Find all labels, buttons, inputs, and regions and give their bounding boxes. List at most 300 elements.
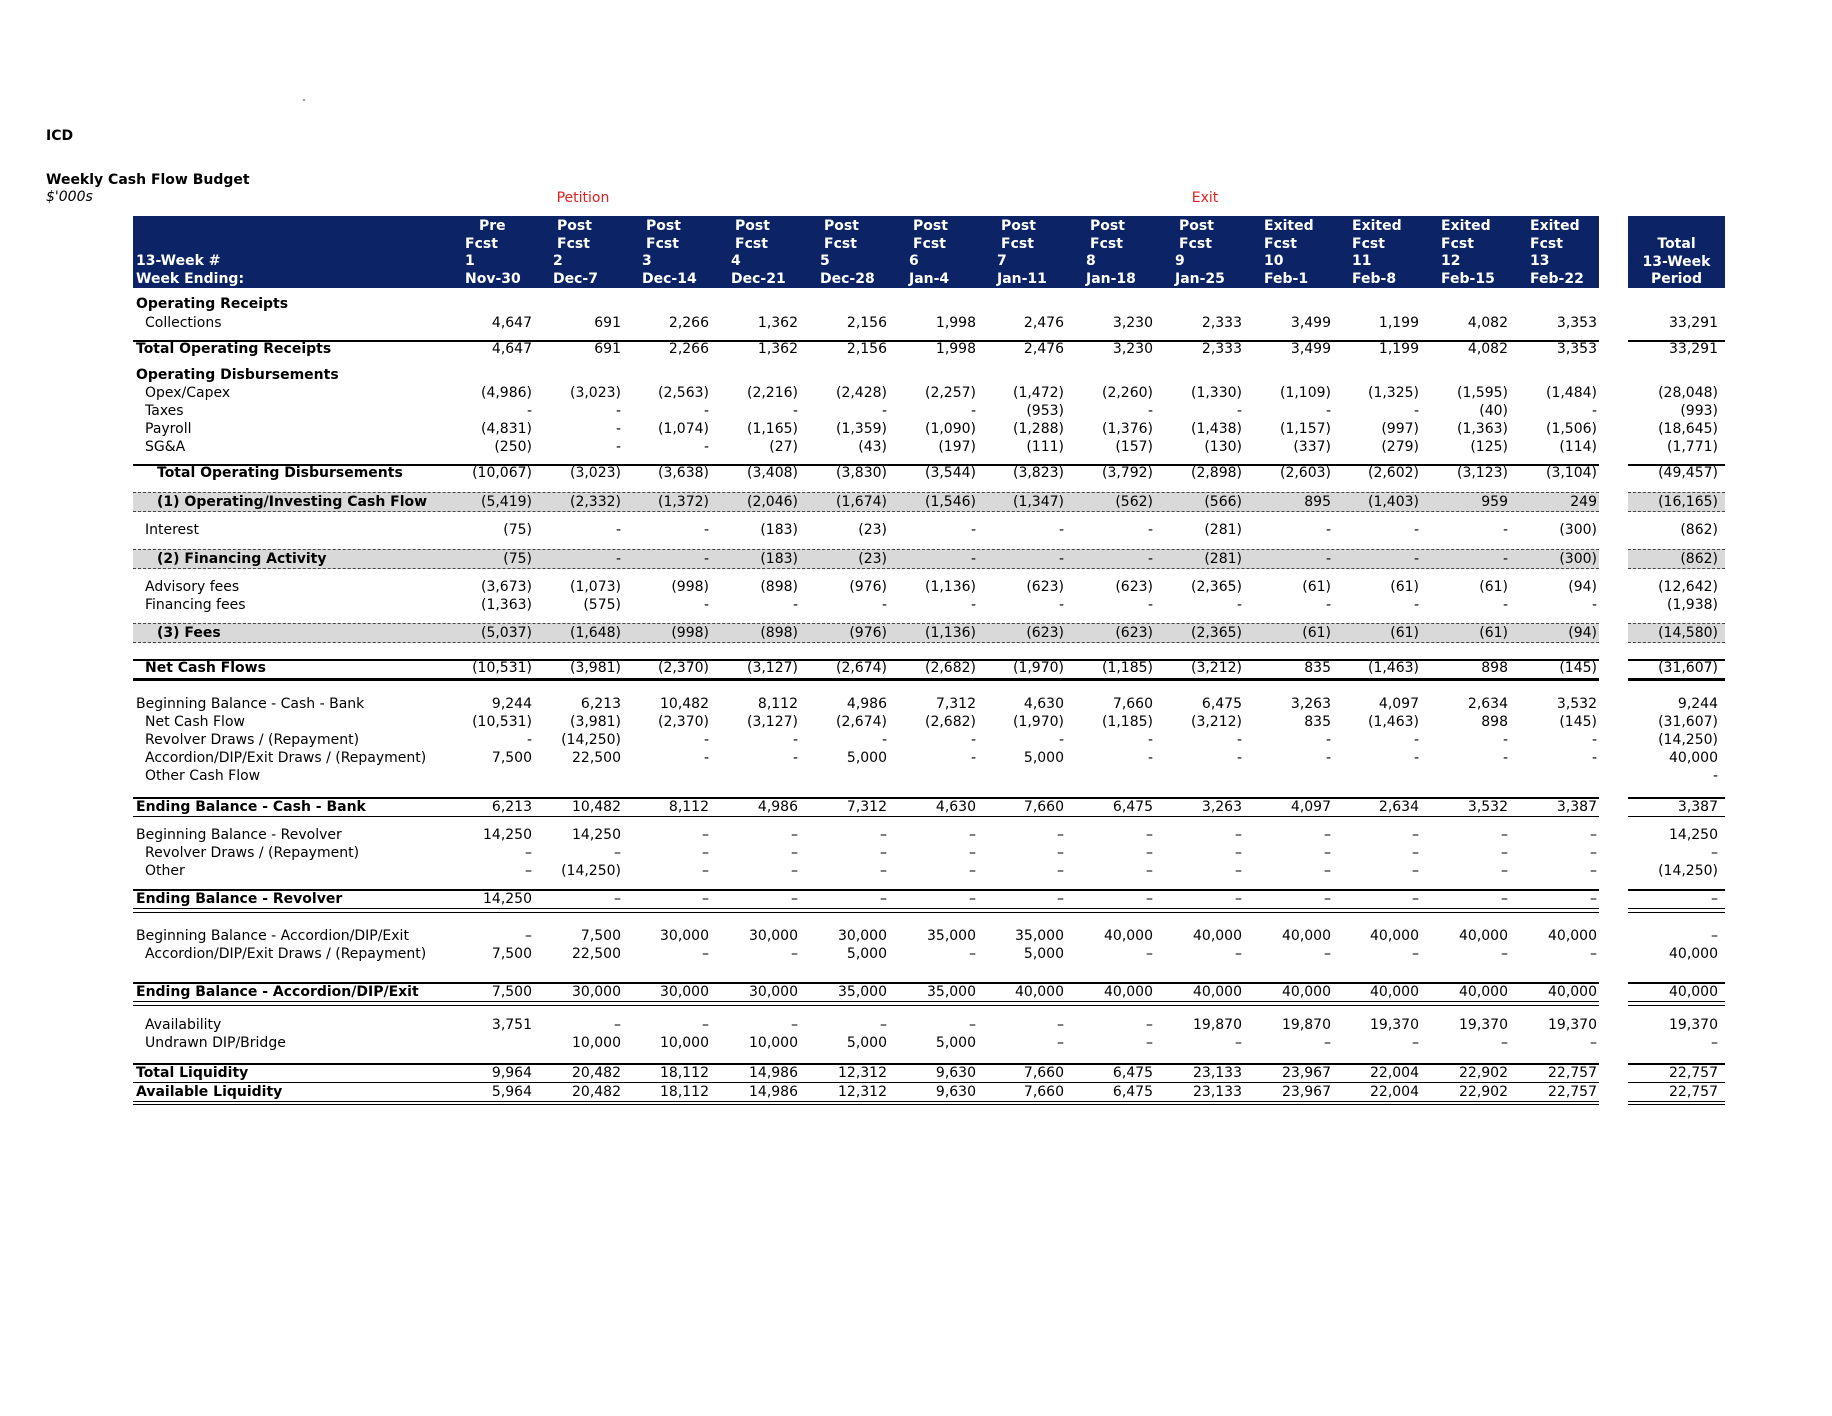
row-cell: (1,363) xyxy=(480,597,532,613)
row-cell: – xyxy=(880,827,887,843)
row-cell: 7,312 xyxy=(846,799,887,815)
row-cell: – xyxy=(702,1017,709,1033)
row-label: Ending Balance - Revolver xyxy=(136,891,343,907)
row-label: Net Cash Flows xyxy=(145,660,266,676)
row-cell: 22,757 xyxy=(1548,1065,1597,1081)
row-cell: 20,482 xyxy=(572,1065,621,1081)
row-total-cell: 14,250 xyxy=(1669,827,1718,843)
row-cell: – xyxy=(1146,827,1153,843)
row-total-cell: (1,771) xyxy=(1666,439,1718,455)
row-cell: (27) xyxy=(769,439,798,455)
row-cell: – xyxy=(1235,827,1242,843)
row-cell: (2,365) xyxy=(1190,625,1242,641)
row-cell: 40,000 xyxy=(1370,984,1419,1000)
row-cell: 40,000 xyxy=(1282,928,1331,944)
row-cell: – xyxy=(614,891,621,907)
row-total-cell: (28,048) xyxy=(1658,385,1718,401)
row-cell: 9,964 xyxy=(491,1065,532,1081)
row-cell: 2,634 xyxy=(1378,799,1419,815)
row-cell: 22,902 xyxy=(1459,1065,1508,1081)
rule-disbursements-total xyxy=(1628,464,1725,466)
row-total-cell: – xyxy=(1711,1035,1718,1051)
row-cell: (281) xyxy=(1204,551,1242,567)
table-row xyxy=(0,695,1832,713)
week-header-type: Pre xyxy=(479,218,506,234)
row-cell: (1,347) xyxy=(1012,494,1064,510)
row-cell: – xyxy=(1590,1035,1597,1051)
row-cell: – xyxy=(1057,1035,1064,1051)
table-row xyxy=(0,366,1832,384)
row-cell: - xyxy=(1502,597,1508,613)
rule-cash-bottom-total xyxy=(1628,816,1725,817)
row-cell: (61) xyxy=(1390,625,1419,641)
row-cell: 5,000 xyxy=(1023,750,1064,766)
table-row xyxy=(0,521,1832,539)
row-cell: – xyxy=(1412,891,1419,907)
week-header-num: 13 xyxy=(1530,253,1550,269)
row-cell: (3,212) xyxy=(1190,714,1242,730)
week-header-num: 1 xyxy=(465,253,475,269)
row-cell: 10,000 xyxy=(660,1035,709,1051)
table-row xyxy=(0,731,1832,749)
row-cell: (2,428) xyxy=(835,385,887,401)
row-cell: - xyxy=(1325,403,1331,419)
rule-revolver-bottom1 xyxy=(133,908,1599,909)
row-cell: 10,482 xyxy=(572,799,621,815)
row-cell: (14,250) xyxy=(561,732,621,748)
row-cell: 835 xyxy=(1304,714,1331,730)
row-label: Operating Receipts xyxy=(136,296,289,312)
week-header-type: Post xyxy=(646,218,681,234)
row-cell: 1,998 xyxy=(935,315,976,331)
row-cell: – xyxy=(1324,946,1331,962)
row-total-cell: – xyxy=(1711,928,1718,944)
row-label: Other Cash Flow xyxy=(145,768,261,784)
week-header-8 xyxy=(1086,218,1136,288)
week-header-sub: Fcst xyxy=(646,235,679,252)
row-label: Operating Disbursements xyxy=(136,367,339,383)
row-cell: (23) xyxy=(858,522,887,538)
total-header-line: Period xyxy=(1650,271,1703,287)
row-cell: 18,112 xyxy=(660,1065,709,1081)
row-cell: – xyxy=(791,863,798,879)
row-cell: - xyxy=(615,421,621,437)
row-cell: (94) xyxy=(1568,579,1597,595)
row-cell: 2,476 xyxy=(1023,315,1064,331)
row-cell: (61) xyxy=(1479,579,1508,595)
row-cell: (4,986) xyxy=(480,385,532,401)
row-cell: (1,074) xyxy=(657,421,709,437)
row-cell: 7,500 xyxy=(491,750,532,766)
row-cell: 10,000 xyxy=(572,1035,621,1051)
row-cell: (2,257) xyxy=(924,385,976,401)
row-cell: (1,472) xyxy=(1012,385,1064,401)
row-cell: - xyxy=(881,732,887,748)
row-cell: – xyxy=(880,863,887,879)
row-cell: – xyxy=(969,891,976,907)
row-cell: (1,506) xyxy=(1545,421,1597,437)
row-cell: – xyxy=(791,845,798,861)
row-cell: (1,288) xyxy=(1012,421,1064,437)
week-header-2 xyxy=(553,218,598,288)
table-row xyxy=(0,844,1832,862)
row-cell: – xyxy=(1412,845,1419,861)
row-cell: – xyxy=(1324,827,1331,843)
row-cell: (3,127) xyxy=(746,660,798,676)
row-label: Availability xyxy=(145,1017,222,1033)
row-total-cell: 19,370 xyxy=(1669,1017,1718,1033)
row-cell: (976) xyxy=(849,625,887,641)
row-cell: – xyxy=(1590,891,1597,907)
row-cell: (3,023) xyxy=(569,385,621,401)
row-cell: – xyxy=(791,827,798,843)
row-cell: 959 xyxy=(1481,494,1508,510)
week-header-date: Dec-21 xyxy=(731,270,786,287)
rule-liquidity-top-total xyxy=(1628,1063,1725,1065)
row-cell: 4,082 xyxy=(1467,315,1508,331)
rule-disbursements xyxy=(133,464,1599,466)
row-cell: 2,333 xyxy=(1201,341,1242,357)
row-cell: (61) xyxy=(1302,625,1331,641)
table-row xyxy=(0,826,1832,844)
row-cell: - xyxy=(703,522,709,538)
row-cell: - xyxy=(1058,551,1064,567)
row-cell: 2,156 xyxy=(846,341,887,357)
week-header-11 xyxy=(1352,218,1402,288)
row-cell: (14,250) xyxy=(561,863,621,879)
rule-liquidity-mid-total xyxy=(1628,1082,1725,1083)
row-cell: 40,000 xyxy=(1104,984,1153,1000)
week-header-type: Post xyxy=(824,218,859,234)
row-cell: 4,097 xyxy=(1378,696,1419,712)
week-header-sub: Fcst xyxy=(913,235,946,252)
row-cell: 7,500 xyxy=(491,946,532,962)
row-cell: (953) xyxy=(1026,403,1064,419)
row-cell: 3,353 xyxy=(1556,341,1597,357)
row-cell: (2,602) xyxy=(1367,465,1419,481)
row-cell: – xyxy=(614,845,621,861)
row-cell: - xyxy=(1236,750,1242,766)
week-header-num: 12 xyxy=(1441,253,1461,269)
row-cell: – xyxy=(1501,1035,1508,1051)
row-cell: (1,595) xyxy=(1456,385,1508,401)
row-cell: (998) xyxy=(671,579,709,595)
row-cell: 7,312 xyxy=(935,696,976,712)
row-total-cell: (14,250) xyxy=(1658,863,1718,879)
row-cell: – xyxy=(791,891,798,907)
row-total-cell: (31,607) xyxy=(1658,660,1718,676)
marker-petition: Petition xyxy=(556,190,610,206)
row-cell: - xyxy=(1413,750,1419,766)
row-cell: 22,004 xyxy=(1370,1084,1419,1100)
week-header-type: Exited xyxy=(1264,218,1314,234)
row-cell: (43) xyxy=(858,439,887,455)
row-total-cell: 40,000 xyxy=(1669,946,1718,962)
total-period-header xyxy=(1628,236,1725,289)
row-cell: 40,000 xyxy=(1193,984,1242,1000)
row-cell: – xyxy=(969,827,976,843)
row-cell: - xyxy=(970,597,976,613)
table-row xyxy=(0,438,1832,456)
row-cell: – xyxy=(1057,845,1064,861)
row-cell: 18,112 xyxy=(660,1084,709,1100)
row-cell: (2,216) xyxy=(746,385,798,401)
row-cell: - xyxy=(526,732,532,748)
rule-net-top-total xyxy=(1628,659,1725,661)
week-header-sub: Fcst xyxy=(1441,235,1474,252)
row-cell: 3,751 xyxy=(491,1017,532,1033)
row-cell: (61) xyxy=(1479,625,1508,641)
row-cell: (111) xyxy=(1026,439,1064,455)
table-row xyxy=(0,1016,1832,1034)
row-cell: – xyxy=(969,946,976,962)
row-cell: 22,500 xyxy=(572,750,621,766)
row-cell: (10,067) xyxy=(472,465,532,481)
rule-receipts xyxy=(133,340,1599,342)
week-header-num: 3 xyxy=(642,253,652,269)
week-header-num: 9 xyxy=(1175,253,1185,269)
row-cell: - xyxy=(1413,522,1419,538)
row-cell: 3,532 xyxy=(1467,799,1508,815)
row-total-cell: (14,250) xyxy=(1658,732,1718,748)
row-cell: – xyxy=(702,863,709,879)
row-cell: (75) xyxy=(503,522,532,538)
row-cell: 19,870 xyxy=(1282,1017,1331,1033)
row-cell: - xyxy=(1591,597,1597,613)
row-label: Beginning Balance - Accordion/DIP/Exit xyxy=(136,928,409,944)
row-cell: (2,332) xyxy=(569,494,621,510)
row-total-cell: (993) xyxy=(1680,403,1718,419)
row-cell: (183) xyxy=(760,551,798,567)
row-cell: (2,046) xyxy=(746,494,798,510)
row-cell: 1,362 xyxy=(757,315,798,331)
row-cell: 14,986 xyxy=(749,1084,798,1100)
row-cell: 4,986 xyxy=(757,799,798,815)
row-total-cell: (49,457) xyxy=(1658,465,1718,481)
row-total-cell: 9,244 xyxy=(1677,696,1718,712)
table-row xyxy=(0,749,1832,767)
row-cell: (1,136) xyxy=(924,579,976,595)
row-cell: – xyxy=(1590,946,1597,962)
row-cell: – xyxy=(1590,863,1597,879)
row-label: (1) Operating/Investing Cash Flow xyxy=(157,494,428,510)
week-header-type: Post xyxy=(1001,218,1036,234)
row-cell: 19,370 xyxy=(1459,1017,1508,1033)
week-header-13 xyxy=(1530,218,1584,288)
row-cell: (1,970) xyxy=(1012,660,1064,676)
row-cell: (145) xyxy=(1559,660,1597,676)
week-header-date: Jan-25 xyxy=(1175,270,1225,287)
week-header-sub: Fcst xyxy=(465,235,498,252)
rule-revolver-top-total xyxy=(1628,889,1725,891)
row-label: Taxes xyxy=(145,403,184,419)
row-label: Revolver Draws / (Repayment) xyxy=(145,732,360,748)
row-cell: (125) xyxy=(1470,439,1508,455)
row-cell: – xyxy=(1412,863,1419,879)
row-cell: (130) xyxy=(1204,439,1242,455)
week-header-num: 10 xyxy=(1264,253,1284,269)
row-cell: 22,902 xyxy=(1459,1084,1508,1100)
row-cell: 5,000 xyxy=(846,750,887,766)
row-cell: 19,370 xyxy=(1548,1017,1597,1033)
row-cell: (1,330) xyxy=(1190,385,1242,401)
row-cell: (3,023) xyxy=(569,465,621,481)
header-row-labels xyxy=(136,253,244,288)
week-header-sub: Fcst xyxy=(1090,235,1123,252)
rule-accordion-top xyxy=(133,982,1599,984)
row-cell: 40,000 xyxy=(1015,984,1064,1000)
row-cell: 7,660 xyxy=(1023,799,1064,815)
row-cell: – xyxy=(1412,827,1419,843)
rule-liquidity-top xyxy=(133,1063,1599,1065)
row-cell: 691 xyxy=(594,341,621,357)
row-cell: (183) xyxy=(760,522,798,538)
row-cell: 3,387 xyxy=(1556,799,1597,815)
row-cell: 35,000 xyxy=(927,928,976,944)
row-cell: (337) xyxy=(1293,439,1331,455)
row-label: (2) Financing Activity xyxy=(157,551,327,567)
week-header-num: 8 xyxy=(1086,253,1096,269)
row-cell: 22,500 xyxy=(572,946,621,962)
week-header-sub: Fcst xyxy=(1001,235,1034,252)
row-cell: (1,090) xyxy=(924,421,976,437)
row-cell: 40,000 xyxy=(1104,928,1153,944)
row-cell: 5,000 xyxy=(846,946,887,962)
row-cell: 3,532 xyxy=(1556,696,1597,712)
week-header-6 xyxy=(909,218,949,288)
week-header-date: Feb-15 xyxy=(1441,270,1495,287)
row-cell: 9,244 xyxy=(491,696,532,712)
row-cell: 12,312 xyxy=(838,1084,887,1100)
row-cell: – xyxy=(1235,1035,1242,1051)
row-cell: (2,370) xyxy=(657,660,709,676)
row-cell: – xyxy=(702,827,709,843)
row-cell: (1,109) xyxy=(1279,385,1331,401)
row-cell: 4,630 xyxy=(1023,696,1064,712)
total-header-line: 13-Week xyxy=(1642,253,1711,270)
stray-dot xyxy=(303,99,305,101)
header-label-week-num: 13-Week # xyxy=(136,253,221,269)
row-cell: (1,157) xyxy=(1279,421,1331,437)
row-cell: – xyxy=(1235,891,1242,907)
row-cell: - xyxy=(703,750,709,766)
row-cell: (61) xyxy=(1302,579,1331,595)
table-row xyxy=(0,314,1832,332)
row-cell: (1,372) xyxy=(657,494,709,510)
row-cell: - xyxy=(881,597,887,613)
row-cell: – xyxy=(1146,946,1153,962)
row-cell: 8,112 xyxy=(757,696,798,712)
week-header-num: 6 xyxy=(909,253,919,269)
row-cell: (3,673) xyxy=(480,579,532,595)
table-row xyxy=(0,945,1832,963)
row-cell: 3,263 xyxy=(1290,696,1331,712)
table-row xyxy=(0,384,1832,402)
row-cell: 3,230 xyxy=(1112,341,1153,357)
row-cell: 2,266 xyxy=(668,341,709,357)
table-row xyxy=(0,659,1832,677)
row-label: (3) Fees xyxy=(157,625,221,641)
row-cell: – xyxy=(880,845,887,861)
week-header-date: Feb-22 xyxy=(1530,270,1584,287)
row-cell: - xyxy=(970,732,976,748)
week-header-9 xyxy=(1175,218,1225,288)
row-cell: - xyxy=(1147,403,1153,419)
row-cell: 1,199 xyxy=(1378,315,1419,331)
row-cell: – xyxy=(969,845,976,861)
row-cell: (2,563) xyxy=(657,385,709,401)
row-cell: 7,660 xyxy=(1023,1084,1064,1100)
row-label: Total Operating Receipts xyxy=(136,341,332,357)
row-cell: (1,463) xyxy=(1367,660,1419,676)
row-cell: 3,263 xyxy=(1201,799,1242,815)
table-row xyxy=(0,295,1832,313)
row-cell: – xyxy=(702,845,709,861)
row-cell: – xyxy=(969,863,976,879)
row-cell: 30,000 xyxy=(660,984,709,1000)
week-header-5 xyxy=(820,218,875,288)
row-total-cell: 3,387 xyxy=(1677,799,1718,815)
rule-accordion-bottom1 xyxy=(133,1001,1599,1002)
rule-revolver-top xyxy=(133,889,1599,891)
week-header-type: Exited xyxy=(1530,218,1580,234)
row-label: Interest xyxy=(145,522,199,538)
week-header-sub: Fcst xyxy=(1179,235,1212,252)
marker-exit: Exit xyxy=(1191,190,1219,206)
rule-net-bottom xyxy=(133,678,1599,681)
row-cell: 8,112 xyxy=(668,799,709,815)
row-cell: (145) xyxy=(1559,714,1597,730)
row-cell: 5,000 xyxy=(1023,946,1064,962)
row-cell: 40,000 xyxy=(1282,984,1331,1000)
week-header-type: Post xyxy=(735,218,770,234)
row-cell: - xyxy=(703,403,709,419)
row-total-cell: (16,165) xyxy=(1658,494,1718,510)
row-cell: 2,266 xyxy=(668,315,709,331)
row-cell: - xyxy=(970,403,976,419)
row-cell: 14,986 xyxy=(749,1065,798,1081)
row-label: Total Operating Disbursements xyxy=(157,465,403,481)
rule-accordion-top-total xyxy=(1628,982,1725,984)
row-cell: (5,037) xyxy=(480,625,532,641)
row-cell: 40,000 xyxy=(1193,928,1242,944)
row-cell: 23,133 xyxy=(1193,1065,1242,1081)
row-total-cell: (1,938) xyxy=(1666,597,1718,613)
rule-accordion-bottom2-total xyxy=(1628,1005,1725,1006)
week-header-date: Dec-7 xyxy=(553,270,598,287)
row-cell: 6,213 xyxy=(580,696,621,712)
row-total-cell: 22,757 xyxy=(1669,1084,1718,1100)
row-cell: (3,212) xyxy=(1190,660,1242,676)
row-label: Ending Balance - Cash - Bank xyxy=(136,799,366,815)
rule-accordion-bottom2 xyxy=(133,1005,1599,1006)
row-cell: (575) xyxy=(583,597,621,613)
row-cell: (23) xyxy=(858,551,887,567)
row-cell: - xyxy=(792,732,798,748)
row-cell: – xyxy=(1412,1035,1419,1051)
row-cell: 3,230 xyxy=(1112,315,1153,331)
row-cell: (197) xyxy=(938,439,976,455)
row-cell: - xyxy=(1147,551,1153,567)
rule-revolver-bottom1-total xyxy=(1628,908,1725,909)
row-cell: 14,250 xyxy=(483,827,532,843)
table-row xyxy=(0,890,1832,908)
row-cell: 5,964 xyxy=(491,1084,532,1100)
row-cell: - xyxy=(1058,597,1064,613)
row-cell: (1,185) xyxy=(1101,714,1153,730)
row-cell: - xyxy=(792,597,798,613)
row-cell: 22,004 xyxy=(1370,1065,1419,1081)
